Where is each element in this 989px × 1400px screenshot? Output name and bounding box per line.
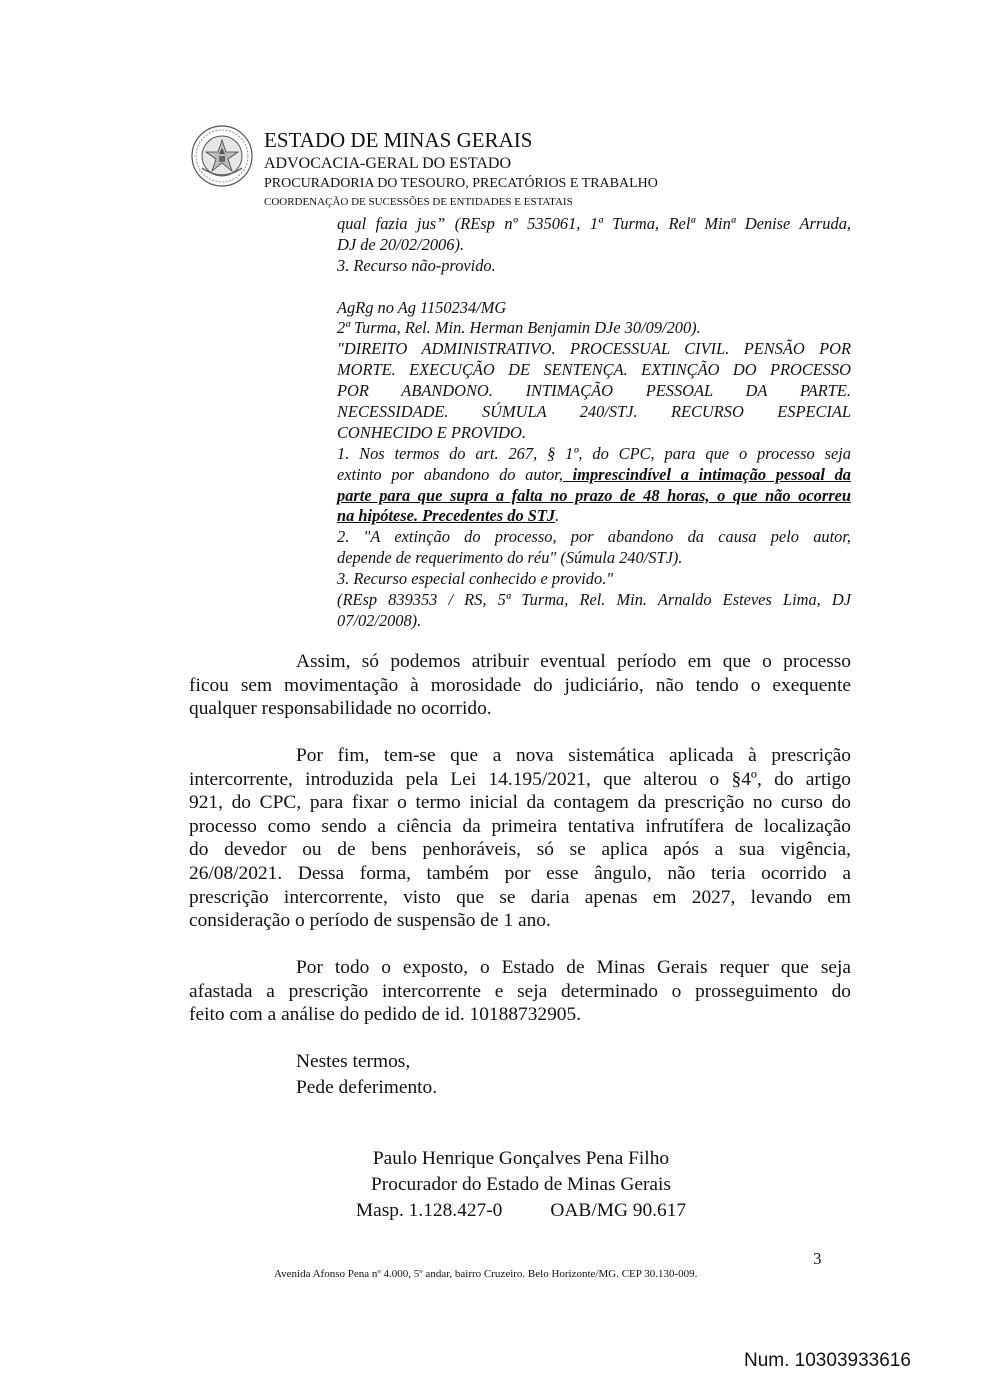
quote-line: NECESSIDADE. SÚMULA 240/STJ. RECURSO ESPECIAL [337, 402, 851, 422]
quote-line: 2. "A extinção do processo, por abandono da causa pelo autor, [337, 527, 851, 547]
closing-line: Nestes termos, [296, 1051, 411, 1072]
paragraph-line: afastada a prescrição intercorrente e seja determinado o prosseguimento do [189, 980, 851, 1002]
jurisprudence-quote [337, 214, 851, 632]
quote-case-reference: AgRg no Ag 1150234/MG [337, 297, 507, 317]
quote-line: MORTE. EXECUÇÃO DE SENTENÇA. EXTINÇÃO DO PROCESSO [337, 360, 851, 380]
closing [296, 1049, 437, 1101]
header-coordination: COORDENAÇÃO DE SUCESSÕES DE ENTIDADES E ESTATAIS [264, 196, 573, 208]
quote-line: DJ de 20/02/2006). [337, 234, 465, 254]
quote-line: qual fazia jus” (REsp nº 535061, 1ª Turma, Relª Minª Denise Arruda, [337, 214, 851, 233]
footer-address: Avenida Afonso Pena nº 4.000, 5º andar, bairro Cruzeiro. Belo Horizonte/MG. CEP 30.130-009. [274, 1268, 698, 1280]
header-state: ESTADO DE MINAS GERAIS [264, 128, 533, 152]
signature-masp: Masp. 1.128.427-0 [355, 1200, 503, 1221]
paragraph-line: 26/08/2021. Dessa forma, também por esse ângulo, não teria ocorrido a [189, 862, 851, 884]
header-office: ADVOCACIA-GERAL DO ESTADO [264, 155, 511, 172]
quote-line: depende de requerimento do réu" (Súmula 240/STJ). [337, 548, 683, 568]
paragraph-line: 921, do CPC, para fixar o termo inicial da contagem da prescrição no curso do [189, 792, 851, 814]
quote-line: 07/02/2008). [337, 610, 422, 630]
paragraph-line: ficou sem movimentação à morosidade do judiciário, não tendo o exequente [189, 674, 851, 696]
quote-emphasis: na hipótese. Precedentes do STJ [337, 506, 556, 526]
quote-line [337, 486, 851, 507]
quote-line [337, 465, 851, 486]
paragraph-line: prescrição intercorrente, visto que se daria apenas em 2027, levando em [189, 886, 851, 908]
paragraph-2 [189, 744, 851, 933]
paragraph-line: consideração o período de suspensão de 1 ano. [189, 910, 551, 932]
paragraph-3 [189, 956, 851, 1027]
document-number: Num. 10303933616 [744, 1350, 911, 1371]
signature-name: Paulo Henrique Gonçalves Pena Filho [372, 1148, 670, 1169]
quote-line: (REsp 839353 / RS, 5ª Turma, Rel. Min. Arnaldo Esteves Lima, DJ [337, 590, 851, 610]
quote-line: POR ABANDONO. INTIMAÇÃO PESSOAL DA PARTE. [337, 381, 851, 401]
page-number: 3 [813, 1249, 822, 1268]
quote-text: . [555, 506, 560, 526]
quote-line: 2ª Turma, Rel. Min. Herman Benjamin DJe 30/09/200). [337, 318, 701, 338]
paragraph-line: qualquer responsabilidade no ocorrido. [189, 698, 492, 720]
closing-line: Pede deferimento. [296, 1077, 438, 1098]
coat-of-arms-seal-icon [190, 124, 254, 188]
signature-ids [296, 1198, 746, 1224]
quote-line: 1. Nos termos do art. 267, § 1º, do CPC, para que o processo seja [337, 443, 851, 463]
paragraph-line: Por fim, tem-se que a nova sistemática aplicada à prescrição [296, 745, 851, 766]
quote-line: CONHECIDO E PROVIDO. [337, 422, 526, 442]
quote-emphasis: parte para que supra a falta no prazo de 48 horas, o que não ocorreu [337, 485, 851, 505]
quote-line: "DIREITO ADMINISTRATIVO. PROCESSUAL CIVIL. PENSÃO POR [337, 339, 851, 359]
signature-title: Procurador do Estado de Minas Gerais [371, 1174, 671, 1195]
header-department: PROCURADORIA DO TESOURO, PRECATÓRIOS E TRABALHO [264, 176, 658, 191]
quote-line: 3. Recurso não-provido. [337, 255, 496, 275]
paragraph-1 [189, 650, 851, 721]
signature-oab: OAB/MG 90.617 [550, 1200, 687, 1221]
paragraph-line: Assim, só podemos atribuir eventual período em que o processo [296, 651, 851, 672]
quote-line [337, 506, 851, 527]
paragraph-line: do devedor ou de bens penhoráveis, só se aplica após a sua vigência, [189, 839, 851, 861]
paragraph-line: intercorrente, introduzida pela Lei 14.195/2021, que alterou o §4º, do artigo [189, 768, 851, 790]
signature-block [296, 1146, 746, 1224]
quote-line: 3. Recurso especial conhecido e provido." [337, 569, 614, 589]
quote-emphasis: imprescindível a intimação pessoal da [562, 464, 851, 484]
quote-text: extinto por abandono do autor, [337, 464, 563, 484]
paragraph-line: Por todo o exposto, o Estado de Minas Gerais requer que seja [296, 957, 851, 978]
paragraph-line: feito com a análise do pedido de id. 10188732905. [189, 1004, 582, 1026]
paragraph-line: processo como sendo a ciência da primeira tentativa infrutífera de localização [189, 815, 851, 837]
